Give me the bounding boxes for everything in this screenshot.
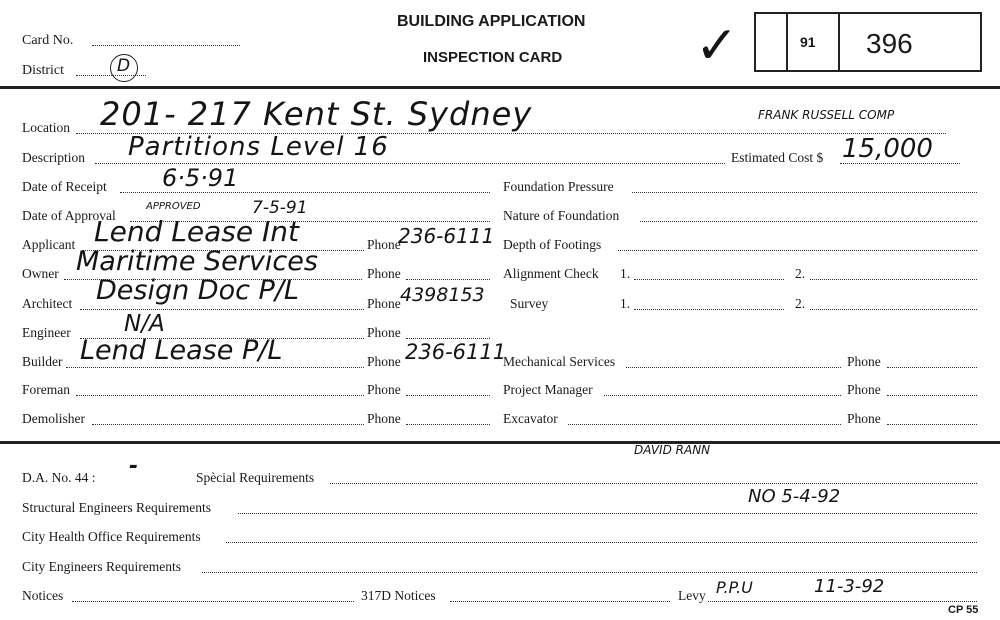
engineer-phone-dotted-line [406,338,490,339]
description-label: Description [22,150,85,165]
survey-label: Survey [510,296,549,311]
engineer-value: N/A [124,311,165,337]
levy-date: 11-3-92 [814,576,885,597]
city-health-dotted-line [226,542,977,543]
engineer-label: Engineer [22,325,71,340]
foundation-pressure-dotted-line [632,192,977,193]
alignment-check-dotted-line-2 [810,279,977,280]
structural-requirements-value: NO 5-4-92 [748,486,841,507]
excavator-label: Excavator [503,411,558,426]
architect-dotted-line [80,309,364,310]
demolisher-label: Demolisher [22,411,85,426]
card-number-box-divider-right [838,12,840,72]
date-receipt-dotted-line [120,192,490,193]
district-value: D [117,56,131,76]
project-manager-phone-dotted-line [887,395,977,396]
location-note: FRANK RUSSELL COMP [758,108,895,122]
special-requirements-note: DAVID RANN [634,443,711,457]
architect-phone-value: 4398153 [400,284,485,306]
foundation-pressure-label: Foundation Pressure [503,179,614,194]
builder-phone-label: Phone [367,354,401,369]
structural-requirements-label: Structural Engineers Requirements [22,500,211,515]
project-manager-label: Project Manager [503,382,593,397]
mechanical-services-phone-dotted-line [887,367,977,368]
form-title-line1: BUILDING APPLICATION [397,13,586,30]
mechanical-services-dotted-line [626,367,841,368]
alignment-check-label: Alignment Check [503,266,599,281]
owner-label: Owner [22,266,59,281]
depth-footings-label: Depth of Footings [503,237,602,252]
survey-num2: 2. [795,296,806,311]
levy-value: P.P.U [716,578,753,597]
depth-footings-dotted-line [618,250,977,251]
demolisher-phone-label: Phone [367,411,401,426]
applicant-value: Lend Lease Int [94,215,299,248]
date-receipt-label: Date of Receipt [22,179,107,194]
nature-foundation-dotted-line [640,221,977,222]
applicant-phone-value: 236-6111 [398,224,495,248]
foreman-dotted-line [76,395,364,396]
levy-label: Levy [678,588,706,603]
estimated-cost-value: 15,000 [842,134,933,164]
project-manager-dotted-line [604,395,841,396]
demolisher-phone-dotted-line [406,424,490,425]
notices-317d-label: 317D Notices [361,588,436,603]
architect-phone-label: Phone [367,296,401,311]
excavator-phone-dotted-line [887,424,977,425]
builder-phone-value: 236-6111 [405,340,507,364]
owner-phone-dotted-line [406,279,490,280]
owner-phone-label: Phone [367,266,401,281]
builder-label: Builder [22,354,63,369]
card-prefix: 91 [800,34,816,50]
structural-requirements-dotted-line [238,513,977,514]
survey-dotted-line-2 [810,309,977,310]
city-health-label: City Health Office Requirements [22,529,201,544]
location-label: Location [22,120,70,135]
applicant-label: Applicant [22,237,76,252]
builder-dotted-line [66,367,364,368]
description-value: Partitions Level 16 [128,132,389,162]
city-engineers-dotted-line [202,572,977,573]
checkmark: ✓ [695,16,739,76]
alignment-check-dotted-line-1 [634,279,784,280]
header-divider [0,86,1000,89]
notices-label: Notices [22,588,64,603]
demolisher-dotted-line [92,424,364,425]
estimated-cost-label: Estimated Cost $ [731,150,824,165]
da-no-value: - [129,454,139,479]
da-no-label: D.A. No. 44 : [22,470,96,485]
form-code: CP 55 [948,604,979,616]
form-title-line2: INSPECTION CARD [423,49,563,66]
levy-dotted-line [708,601,977,602]
date-approval-stamp: APPROVED [146,201,201,212]
survey-dotted-line-1 [634,309,784,310]
special-requirements-label: Spècial Requirements [196,470,315,485]
architect-label: Architect [22,296,73,311]
engineer-phone-label: Phone [367,325,401,340]
notices-317d-dotted-line [450,601,670,602]
date-approval-label: Date of Approval [22,208,116,223]
date-approval-value: 7-5-91 [252,198,308,218]
nature-foundation-label: Nature of Foundation [503,208,620,223]
alignment-check-num1: 1. [620,266,631,281]
card-no-label: Card No. [22,33,74,48]
district-label: District [22,63,64,78]
architect-value: Design Doc P/L [96,275,299,306]
builder-value: Lend Lease P/L [80,335,283,366]
applicant-phone-label: Phone [367,237,401,252]
alignment-check-num2: 2. [795,266,806,281]
notices-dotted-line [72,601,354,602]
foreman-label: Foreman [22,382,70,397]
location-value: 201- 217 Kent St. Sydney [100,95,533,133]
owner-value: Maritime Services [76,246,318,277]
excavator-dotted-line [568,424,841,425]
foreman-phone-label: Phone [367,382,401,397]
middle-divider [0,441,1000,444]
card-number-box-divider-left [786,12,788,72]
foreman-phone-dotted-line [406,395,490,396]
date-receipt-value: 6·5·91 [162,164,239,192]
survey-num1: 1. [620,296,631,311]
city-engineers-label: City Engineers Requirements [22,559,181,574]
mechanical-services-phone-label: Phone [847,354,881,369]
card-no-dotted-line [92,45,240,46]
mechanical-services-label: Mechanical Services [503,354,616,369]
project-manager-phone-label: Phone [847,382,881,397]
excavator-phone-label: Phone [847,411,881,426]
card-number: 396 [866,28,913,59]
special-requirements-dotted-line [330,483,977,484]
